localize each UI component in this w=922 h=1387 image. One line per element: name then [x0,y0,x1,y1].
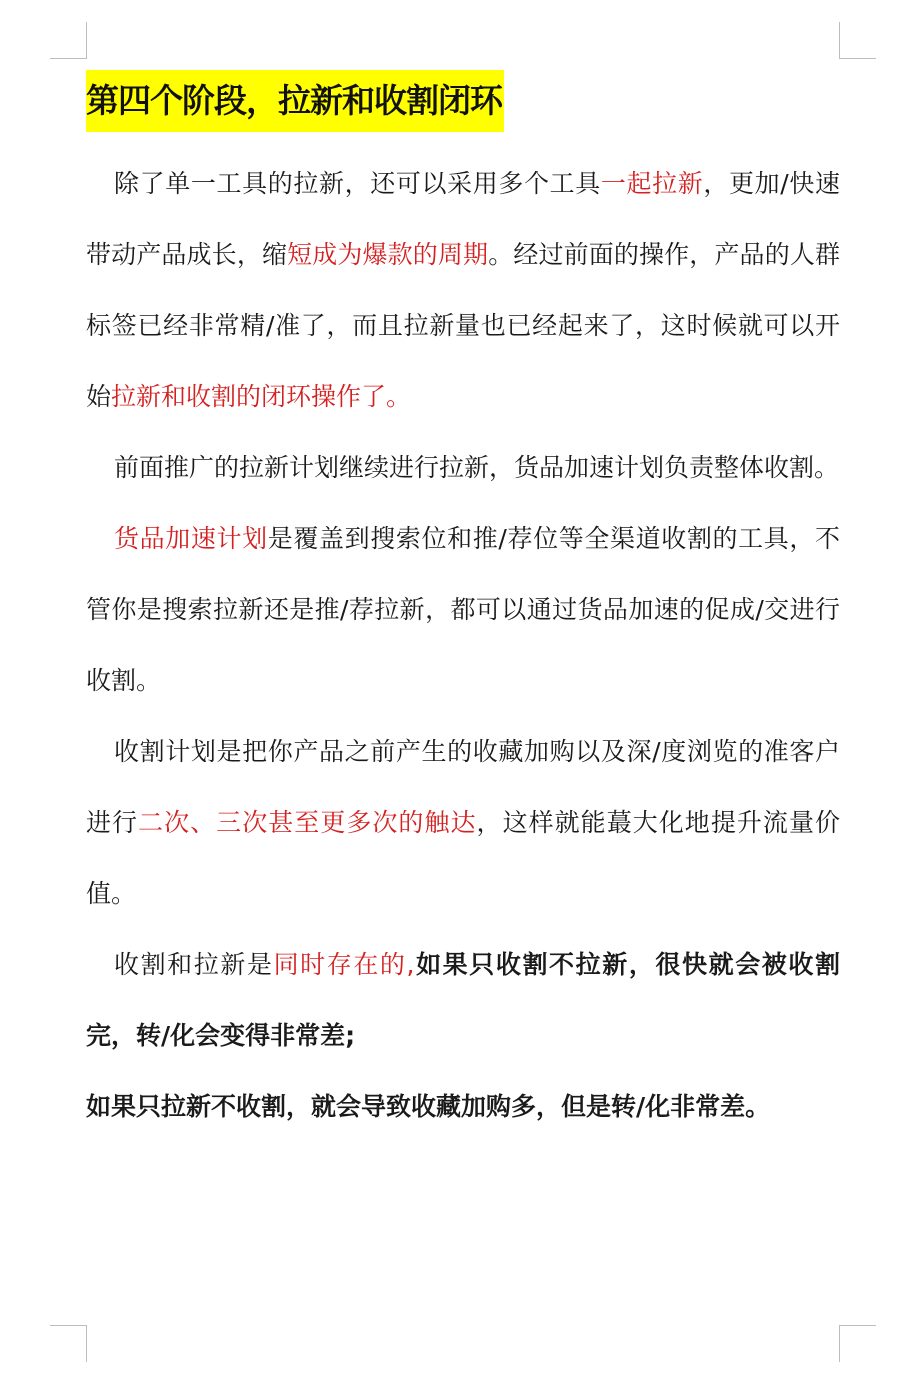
paragraph-combined-acquisition [86,148,840,432]
bold-text: 如果只拉新不收割，就会导致收藏加购多，但是转/化非常差。 [86,1092,771,1121]
highlight-text: 二次、三次甚至更多次的触达 [138,808,477,837]
bold-text: 如果只收割不拉新，很快就会被收割完，转/化会变得非常差; [86,950,840,1050]
highlight-text: 货品加速计划 [114,524,268,553]
highlight-text: 短成为爆款的周期 [287,240,489,269]
highlight-text: 一起拉新 [600,169,704,198]
text-run: 是覆盖到搜索位和推/荐位等全渠道收割的工具，不管你是搜索拉新还是推/荐拉新，都可以通过货品加速的促成/交进行收割。 [86,524,840,695]
text-run: ，这样就能蕞大化地提升流量价值。 [86,808,840,908]
section-heading: 第四个阶段，拉新和收割闭环 [86,70,504,132]
page-corner-mark-bottom-right [839,1325,876,1362]
paragraph-plan-roles [86,432,840,503]
text-run: 除了单一工具的拉新，还可以采用多个工具 [114,169,601,198]
highlight-text: 拉新和收割的闭环操作了。 [111,382,412,411]
text-run: 前面推广的拉新计划继续进行拉新，货品加速计划负责整体收割。 [114,453,840,482]
text-run: 收割和拉新是 [114,950,274,979]
text-run: 。经过前面的操作，产品的人群标签已经非常精/准了，而且拉新量也已经起来了，这时候就可以开始 [86,240,840,411]
text-run: 收割计划是把你产品之前产生的收藏加购以及深/度浏览的准客户进行 [86,737,840,837]
document-body [86,70,840,1142]
paragraph-harvest-plan [86,716,840,929]
page-corner-mark-top-left [50,22,87,59]
paragraph-coexistence [86,929,840,1071]
text-run: ，更加/快速带动产品成长，缩 [86,169,840,269]
paragraph-goods-acceleration [86,503,840,716]
page-corner-mark-top-right [839,22,876,59]
paragraph-conclusion [86,1071,840,1142]
highlight-text: 同时存在的, [273,950,415,979]
page-corner-mark-bottom-left [50,1325,87,1362]
